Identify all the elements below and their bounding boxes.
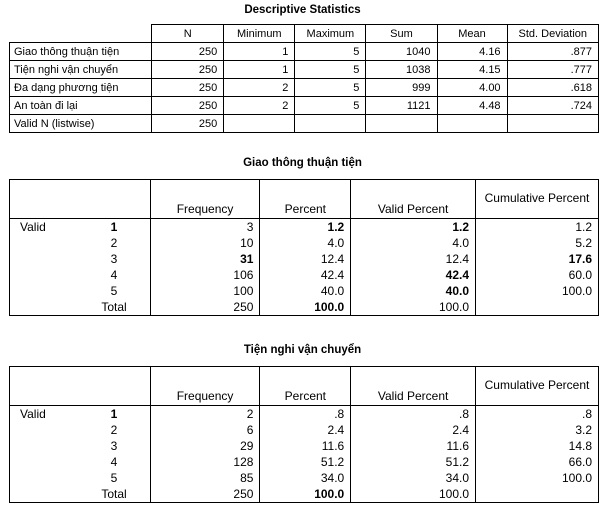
col-header: N	[152, 25, 224, 43]
table-row	[10, 235, 599, 251]
cell: 250	[152, 115, 224, 133]
percent-cell: 100.0	[260, 486, 351, 503]
col-header: Percent	[260, 367, 351, 406]
cumulative-percent-cell: 17.6	[476, 251, 599, 267]
corner-cell	[10, 25, 152, 43]
table-row	[10, 79, 599, 97]
table-row	[10, 219, 599, 236]
cell: 1	[224, 61, 295, 79]
frequency-cell: 31	[150, 251, 260, 267]
cell: 5	[295, 97, 366, 115]
category-label: 3	[110, 439, 118, 453]
category-label: 4	[110, 268, 118, 282]
group-label-spacer	[10, 486, 79, 503]
cell: .724	[507, 97, 598, 115]
frequency-table	[9, 179, 599, 316]
category-label: 1	[110, 407, 118, 421]
category-label: Total	[78, 299, 150, 316]
col-header: Sum	[366, 25, 437, 43]
descriptive-table	[9, 24, 599, 133]
cell	[507, 115, 598, 133]
category-label: 3	[110, 252, 118, 266]
col-header: Percent	[260, 180, 351, 219]
valid-percent-cell: 51.2	[351, 454, 476, 470]
group-label-spacer	[10, 470, 79, 486]
col-header: Valid Percent	[351, 367, 476, 406]
category-label: Total	[78, 486, 150, 503]
category-label: 2	[110, 236, 118, 250]
frequency-cell: 6	[150, 422, 260, 438]
frequency-cell: 250	[150, 486, 260, 503]
cell: .618	[507, 79, 598, 97]
valid-percent-cell: 4.0	[351, 235, 476, 251]
frequency-cell: 2	[150, 406, 260, 423]
cumulative-percent-cell: 5.2	[476, 235, 599, 251]
cumulative-percent-cell	[476, 486, 599, 503]
descriptive-header-row	[10, 25, 599, 43]
freq-table-title: Tiện nghi vận chuyển	[243, 344, 362, 356]
col-header: Std. Deviation	[507, 25, 598, 43]
percent-cell: 40.0	[260, 283, 351, 299]
category-label: 4	[110, 455, 118, 469]
frequency-cell: 106	[150, 267, 260, 283]
percent-cell: .8	[260, 406, 351, 423]
category-label: 5	[110, 471, 118, 485]
group-label: Valid	[10, 406, 79, 423]
group-label-spacer	[10, 454, 79, 470]
group-label-spacer	[10, 283, 79, 299]
cumulative-percent-cell: 1.2	[476, 219, 599, 236]
col-header: Mean	[437, 25, 507, 43]
frequency-cell: 100	[150, 283, 260, 299]
table-row	[10, 267, 599, 283]
valid-percent-cell: 11.6	[351, 438, 476, 454]
percent-cell: 12.4	[260, 251, 351, 267]
cell	[437, 115, 507, 133]
group-label-spacer	[10, 251, 79, 267]
group-label-spacer	[10, 422, 79, 438]
valid-percent-cell: .8	[351, 406, 476, 423]
header-blank	[10, 367, 79, 406]
header-blank	[78, 367, 150, 406]
group-label-spacer	[10, 299, 79, 316]
table-row	[10, 438, 599, 454]
table-row	[10, 486, 599, 503]
col-header: Cumulative Percent	[476, 180, 599, 219]
row-label: Tiện nghi vận chuyển	[10, 61, 152, 79]
cell: 1038	[366, 61, 437, 79]
percent-cell: 11.6	[260, 438, 351, 454]
cumulative-percent-cell: 14.8	[476, 438, 599, 454]
freq-header-row	[10, 367, 599, 406]
frequency-cell: 29	[150, 438, 260, 454]
table-row	[10, 97, 599, 115]
col-header: Frequency	[150, 367, 260, 406]
table-row	[10, 283, 599, 299]
table-row	[10, 422, 599, 438]
valid-percent-cell: 12.4	[351, 251, 476, 267]
col-header: Minimum	[224, 25, 295, 43]
row-label: Valid N (listwise)	[10, 115, 152, 133]
cell: 1121	[366, 97, 437, 115]
table-row	[10, 251, 599, 267]
row-label: An toàn đi lại	[10, 97, 152, 115]
valid-percent-cell: 100.0	[351, 299, 476, 316]
frequency-table	[9, 366, 599, 503]
header-blank	[78, 180, 150, 219]
freq-table-title: Giao thông thuận tiện	[243, 157, 362, 169]
percent-cell: 1.2	[260, 219, 351, 236]
category-label: 2	[110, 423, 118, 437]
cell: 250	[152, 97, 224, 115]
table-row	[10, 115, 599, 133]
cell: 2	[224, 79, 295, 97]
row-label: Giao thông thuận tiện	[10, 43, 152, 61]
cell: .877	[507, 43, 598, 61]
frequency-cell: 3	[150, 219, 260, 236]
cell: 1040	[366, 43, 437, 61]
percent-cell: 42.4	[260, 267, 351, 283]
cell	[295, 115, 366, 133]
group-label-spacer	[10, 438, 79, 454]
percent-cell: 34.0	[260, 470, 351, 486]
table-row	[10, 454, 599, 470]
frequency-cell: 10	[150, 235, 260, 251]
cumulative-percent-cell: 100.0	[476, 283, 599, 299]
col-header: Cumulative Percent	[476, 367, 599, 406]
cell: .777	[507, 61, 598, 79]
table-row	[10, 299, 599, 316]
cumulative-percent-cell: 66.0	[476, 454, 599, 470]
group-label-spacer	[10, 235, 79, 251]
cumulative-percent-cell: 60.0	[476, 267, 599, 283]
group-label-spacer	[10, 267, 79, 283]
descriptive-title: Descriptive Statistics	[244, 4, 361, 16]
valid-percent-cell: 2.4	[351, 422, 476, 438]
frequency-cell: 250	[150, 299, 260, 316]
col-header: Frequency	[150, 180, 260, 219]
group-label: Valid	[10, 219, 79, 236]
cell: 5	[295, 79, 366, 97]
percent-cell: 51.2	[260, 454, 351, 470]
percent-cell: 2.4	[260, 422, 351, 438]
category-label: 1	[110, 220, 118, 234]
cell: 4.15	[437, 61, 507, 79]
valid-percent-cell: 42.4	[351, 267, 476, 283]
table-row	[10, 43, 599, 61]
cumulative-percent-cell: 100.0	[476, 470, 599, 486]
header-blank	[10, 180, 79, 219]
table-row	[10, 470, 599, 486]
frequency-cell: 128	[150, 454, 260, 470]
row-label: Đa dạng phương tiện	[10, 79, 152, 97]
col-header: Maximum	[295, 25, 366, 43]
valid-percent-cell: 40.0	[351, 283, 476, 299]
cell: 5	[295, 43, 366, 61]
cell: 2	[224, 97, 295, 115]
table-row	[10, 61, 599, 79]
percent-cell: 4.0	[260, 235, 351, 251]
cell: 250	[152, 43, 224, 61]
cumulative-percent-cell	[476, 299, 599, 316]
cell	[224, 115, 295, 133]
valid-percent-cell: 1.2	[351, 219, 476, 236]
cell	[366, 115, 437, 133]
valid-percent-cell: 100.0	[351, 486, 476, 503]
percent-cell: 100.0	[260, 299, 351, 316]
col-header: Valid Percent	[351, 180, 476, 219]
cell: 5	[295, 61, 366, 79]
cell: 1	[224, 43, 295, 61]
cell: 4.48	[437, 97, 507, 115]
cell: 250	[152, 79, 224, 97]
cell: 999	[366, 79, 437, 97]
category-label: 5	[110, 284, 118, 298]
cell: 4.00	[437, 79, 507, 97]
cumulative-percent-cell: 3.2	[476, 422, 599, 438]
cell: 4.16	[437, 43, 507, 61]
valid-percent-cell: 34.0	[351, 470, 476, 486]
table-row	[10, 406, 599, 423]
cell: 250	[152, 61, 224, 79]
freq-header-row	[10, 180, 599, 219]
cumulative-percent-cell: .8	[476, 406, 599, 423]
frequency-cell: 85	[150, 470, 260, 486]
